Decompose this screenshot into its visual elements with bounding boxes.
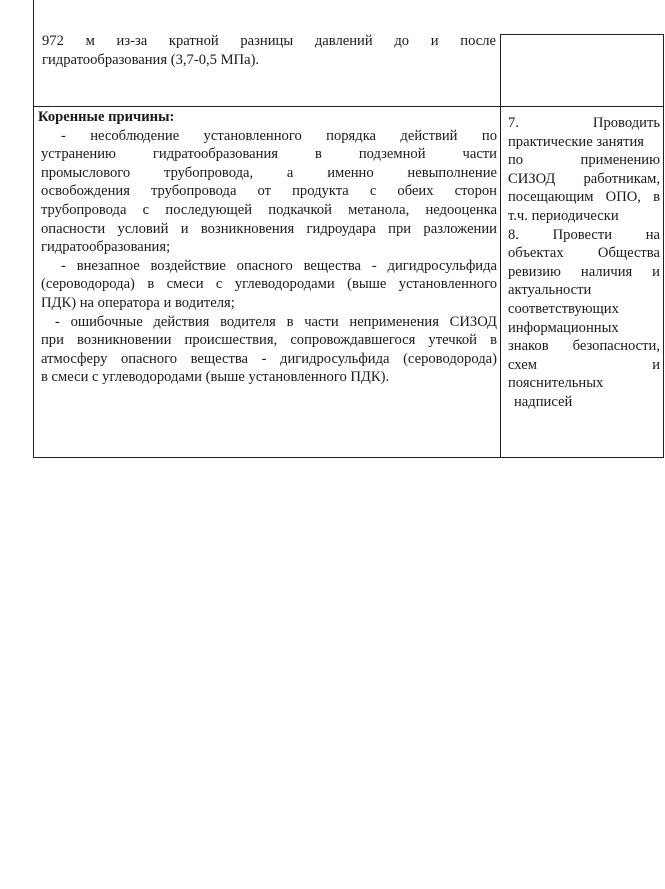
text-line: ревизию наличия и <box>508 263 660 280</box>
row1-left-cell <box>42 32 496 69</box>
text-line: надписей <box>514 393 573 410</box>
text-line: схем и <box>508 356 660 373</box>
table-right-border <box>663 34 664 458</box>
table-bottom-border <box>33 457 664 458</box>
text-line: - ошибочные действия водителя в части неприменения СИЗОД <box>55 313 497 330</box>
text-line: соответствующих <box>508 300 619 317</box>
table-left-border <box>33 0 34 458</box>
text-line: посещающим ОПО, в <box>508 189 660 206</box>
text-line: гидратообразования (3,7-0,5 МПа). <box>42 51 260 68</box>
text-line: опасности условий и возникновения гидроудара при разложении <box>41 220 497 237</box>
text-line: устранению гидратообразования в подземной части <box>41 146 497 163</box>
text-line: информационных <box>508 319 619 336</box>
text-line: гидратообразования; <box>41 239 171 256</box>
text-line: СИЗОД работникам, <box>508 170 660 187</box>
root-causes-cell <box>38 108 497 387</box>
text-line: 972 м из-за кратной разницы давлений до и после <box>42 33 496 49</box>
text-line: практические занятия <box>508 133 645 150</box>
text-line: по применению <box>508 152 660 169</box>
text-line: знаков безопасности, <box>508 338 660 355</box>
table-row-divider <box>33 106 664 107</box>
text-line: (сероводорода) в смеси с углеводородами (выше установленного <box>41 276 497 293</box>
text-line: атмосферу опасного вещества - дигидросульфида (сероводорода) <box>41 350 497 367</box>
text-line: 8. Провести на <box>508 226 660 243</box>
text-line: освобождения трубопровода от продукта с обеих сторон <box>41 183 497 200</box>
root-causes-heading: Коренные причины: <box>38 109 175 125</box>
text-line: объектах Общества <box>508 245 660 262</box>
text-line: - внезапное воздействие опасного вещества - дигидросульфида <box>61 257 497 274</box>
text-line: при возникновении происшествия, сопровождавшегося утечкой в <box>41 332 497 349</box>
table-column-divider <box>500 34 501 458</box>
text-line: актуальности <box>508 282 592 299</box>
text-line: т.ч. периодически <box>508 207 619 224</box>
text-line: ПДК) на оператора и водителя; <box>41 294 235 311</box>
table-top-border <box>500 34 664 35</box>
text-line: промыслового трубопровода, а именно невыполнение <box>41 164 497 181</box>
measures-cell <box>508 114 660 412</box>
text-line: трубопровода с последующей подкачкой метанола, недооценка <box>41 201 497 218</box>
text-line: пояснительных <box>508 375 604 392</box>
text-line: в смеси с углеводородами (выше установленного ПДК). <box>41 369 390 386</box>
text-line: 7. Проводить <box>508 115 660 131</box>
text-line: - несоблюдение установленного порядка действий по <box>61 127 497 144</box>
